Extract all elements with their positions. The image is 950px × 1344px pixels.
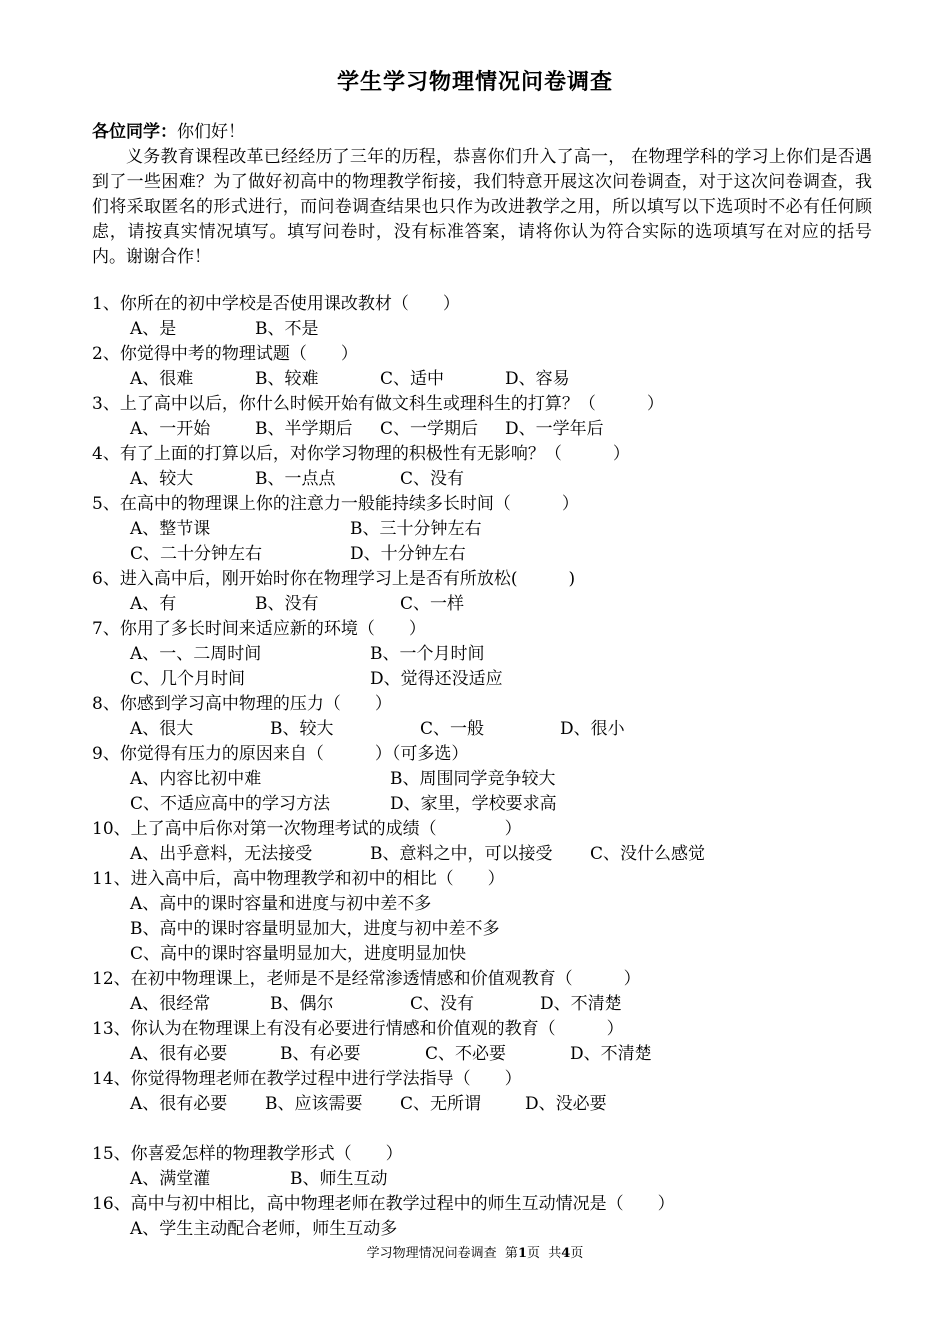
answer-option: C、不适应高中的学习方法 <box>130 794 331 814</box>
answer-option: B、意料之中，可以接受 <box>370 844 553 864</box>
answer-option: D、不清楚 <box>540 994 622 1014</box>
answer-option: A、一开始 <box>130 419 211 439</box>
question-text: 4、有了上面的打算以后，对你学习物理的积极性有无影响？（ ） <box>92 444 630 464</box>
question-text: 6、进入高中后，刚开始时你在物理学习上是否有所放松( ) <box>92 569 576 589</box>
answer-option: C、没有 <box>400 469 465 489</box>
answer-option: C、没有 <box>410 994 475 1014</box>
option-row <box>92 592 872 617</box>
answer-option: B、较大 <box>270 719 334 739</box>
question-text: 7、你用了多长时间来适应新的环境（ ） <box>92 619 426 639</box>
answer-option: B、应该需要 <box>265 1094 363 1114</box>
option-row <box>92 317 872 342</box>
intro-section <box>92 120 872 270</box>
footer-total-prefix: 共 <box>548 1246 562 1261</box>
answer-option: B、半学期后 <box>255 419 353 439</box>
page-footer <box>0 1245 950 1263</box>
footer-page-number: 1 <box>517 1246 527 1261</box>
footer-label: 学习物理情况问卷调查 <box>366 1246 497 1261</box>
answer-option: C、无所谓 <box>400 1094 482 1114</box>
answer-option: C、高中的课时容量明显加大，进度明显加快 <box>130 944 467 964</box>
option-row <box>92 542 872 567</box>
answer-option: B、没有 <box>255 594 319 614</box>
question-text: 16、高中与初中相比，高中物理老师在教学过程中的师生互动情况是（ ） <box>92 1194 675 1214</box>
answer-option: C、一般 <box>420 719 485 739</box>
footer-total-number: 4 <box>561 1246 571 1261</box>
question-text: 5、在高中的物理课上你的注意力一般能持续多长时间（ ） <box>92 494 579 514</box>
answer-option: D、不清楚 <box>570 1044 652 1064</box>
option-row <box>92 667 872 692</box>
option-row <box>92 767 872 792</box>
answer-option: A、出乎意料，无法接受 <box>130 844 313 864</box>
answer-option: B、有必要 <box>280 1044 361 1064</box>
answer-option: A、是 <box>130 319 177 339</box>
answer-option: A、很有必要 <box>130 1044 228 1064</box>
greeting-rest: 你们好！ <box>177 122 245 142</box>
option-row <box>92 992 872 1017</box>
answer-option: B、一点点 <box>255 469 336 489</box>
answer-option: A、一、二周时间 <box>130 644 262 664</box>
answer-option: B、周围同学竞争较大 <box>390 769 556 789</box>
question-text: 10、上了高中后你对第一次物理考试的成绩（ ） <box>92 819 522 839</box>
answer-option: D、一学年后 <box>505 419 604 439</box>
question-text: 3、上了高中以后，你什么时候开始有做文科生或理科生的打算？（ ） <box>92 394 664 414</box>
answer-option: D、家里，学校要求高 <box>390 794 557 814</box>
answer-option: C、一样 <box>400 594 465 614</box>
answer-option: A、很大 <box>130 719 194 739</box>
question-text: 2、你觉得中考的物理试题（ ） <box>92 344 358 364</box>
blank-line <box>92 1117 872 1142</box>
answer-option: A、整节课 <box>130 519 211 539</box>
answer-option: D、很小 <box>560 719 625 739</box>
answer-option: A、很有必要 <box>130 1094 228 1114</box>
option-row <box>92 792 872 817</box>
answer-option: B、三十分钟左右 <box>350 519 482 539</box>
answer-option: A、学生主动配合老师，师生互动多 <box>130 1219 398 1239</box>
option-row <box>92 942 872 967</box>
answer-option: B、较难 <box>255 369 319 389</box>
option-row <box>92 1167 872 1192</box>
option-row <box>92 417 872 442</box>
answer-option: D、容易 <box>505 369 570 389</box>
answer-option: C、二十分钟左右 <box>130 544 263 564</box>
option-row <box>92 1092 872 1117</box>
answer-option: B、师生互动 <box>290 1169 388 1189</box>
question-list <box>92 292 872 1242</box>
question-text: 8、你感到学习高中物理的压力（ ） <box>92 694 392 714</box>
option-row <box>92 642 872 667</box>
question-text: 1、你所在的初中学校是否使用课改教材（ ） <box>92 294 460 314</box>
answer-option: C、几个月时间 <box>130 669 246 689</box>
question-text: 14、你觉得物理老师在教学过程中进行学法指导（ ） <box>92 1069 522 1089</box>
answer-option: C、适中 <box>380 369 445 389</box>
option-row <box>92 892 872 917</box>
option-row <box>92 842 872 867</box>
question-text: 15、你喜爱怎样的物理教学形式（ ） <box>92 1144 403 1164</box>
answer-option: D、十分钟左右 <box>350 544 466 564</box>
page-title: 学生学习物理情况问卷调查 <box>336 70 613 95</box>
answer-option: A、满堂灌 <box>130 1169 211 1189</box>
footer-page-prefix: 第 <box>504 1246 518 1261</box>
option-row <box>92 717 872 742</box>
option-row <box>92 467 872 492</box>
question-text: 11、进入高中后，高中物理教学和初中的相比（ ） <box>92 869 505 889</box>
answer-option: A、较大 <box>130 469 194 489</box>
answer-option: D、觉得还没适应 <box>370 669 503 689</box>
greeting-lead: 各位同学： <box>92 122 177 142</box>
footer-page-mid: 页 <box>526 1246 540 1261</box>
answer-option: C、没什么感觉 <box>590 844 706 864</box>
question-text: 9、你觉得有压力的原因来自（ ）（可多选） <box>92 744 469 764</box>
option-row <box>92 1042 872 1067</box>
answer-option: A、很经常 <box>130 994 211 1014</box>
question-text: 12、在初中物理课上，老师是不是经常渗透情感和价值观教育（ ） <box>92 969 641 989</box>
option-row <box>92 517 872 542</box>
question-text: 13、你认为在物理课上有没有必要进行情感和价值观的教育（ ） <box>92 1019 624 1039</box>
answer-option: B、高中的课时容量明显加大，进度与初中差不多 <box>130 919 500 939</box>
answer-option: B、一个月时间 <box>370 644 485 664</box>
intro-paragraph: 义务教育课程改革已经经历了三年的历程，恭喜你们升入了高一， 在物理学科的学习上你们是否遇到了一些困难？为了做好初高中的物理教学衔接，我们特意开展这次问卷调查，对于这次问卷调查，我们将采取匿名的形式进行，而问卷调查结果也只作为改进教学之用，所以填写以下选项时不必有任何顾虑，请按真实情况填写。填写问卷时，没有标准答案，请将你认为符合实际的选项填写在对应的括号内。谢谢合作！ <box>92 147 872 267</box>
answer-option: A、有 <box>130 594 177 614</box>
answer-option: A、内容比初中难 <box>130 769 262 789</box>
greeting <box>92 120 872 145</box>
answer-option: D、没必要 <box>525 1094 607 1114</box>
footer-total-suffix: 页 <box>570 1246 584 1261</box>
answer-option: C、不必要 <box>425 1044 507 1064</box>
answer-option: C、一学期后 <box>380 419 479 439</box>
answer-option: A、高中的课时容量和进度与初中差不多 <box>130 894 432 914</box>
answer-option: B、不是 <box>255 319 319 339</box>
answer-option: A、很难 <box>130 369 194 389</box>
option-row <box>92 367 872 392</box>
option-row <box>92 917 872 942</box>
answer-option: B、偶尔 <box>270 994 334 1014</box>
option-row <box>92 1217 872 1242</box>
